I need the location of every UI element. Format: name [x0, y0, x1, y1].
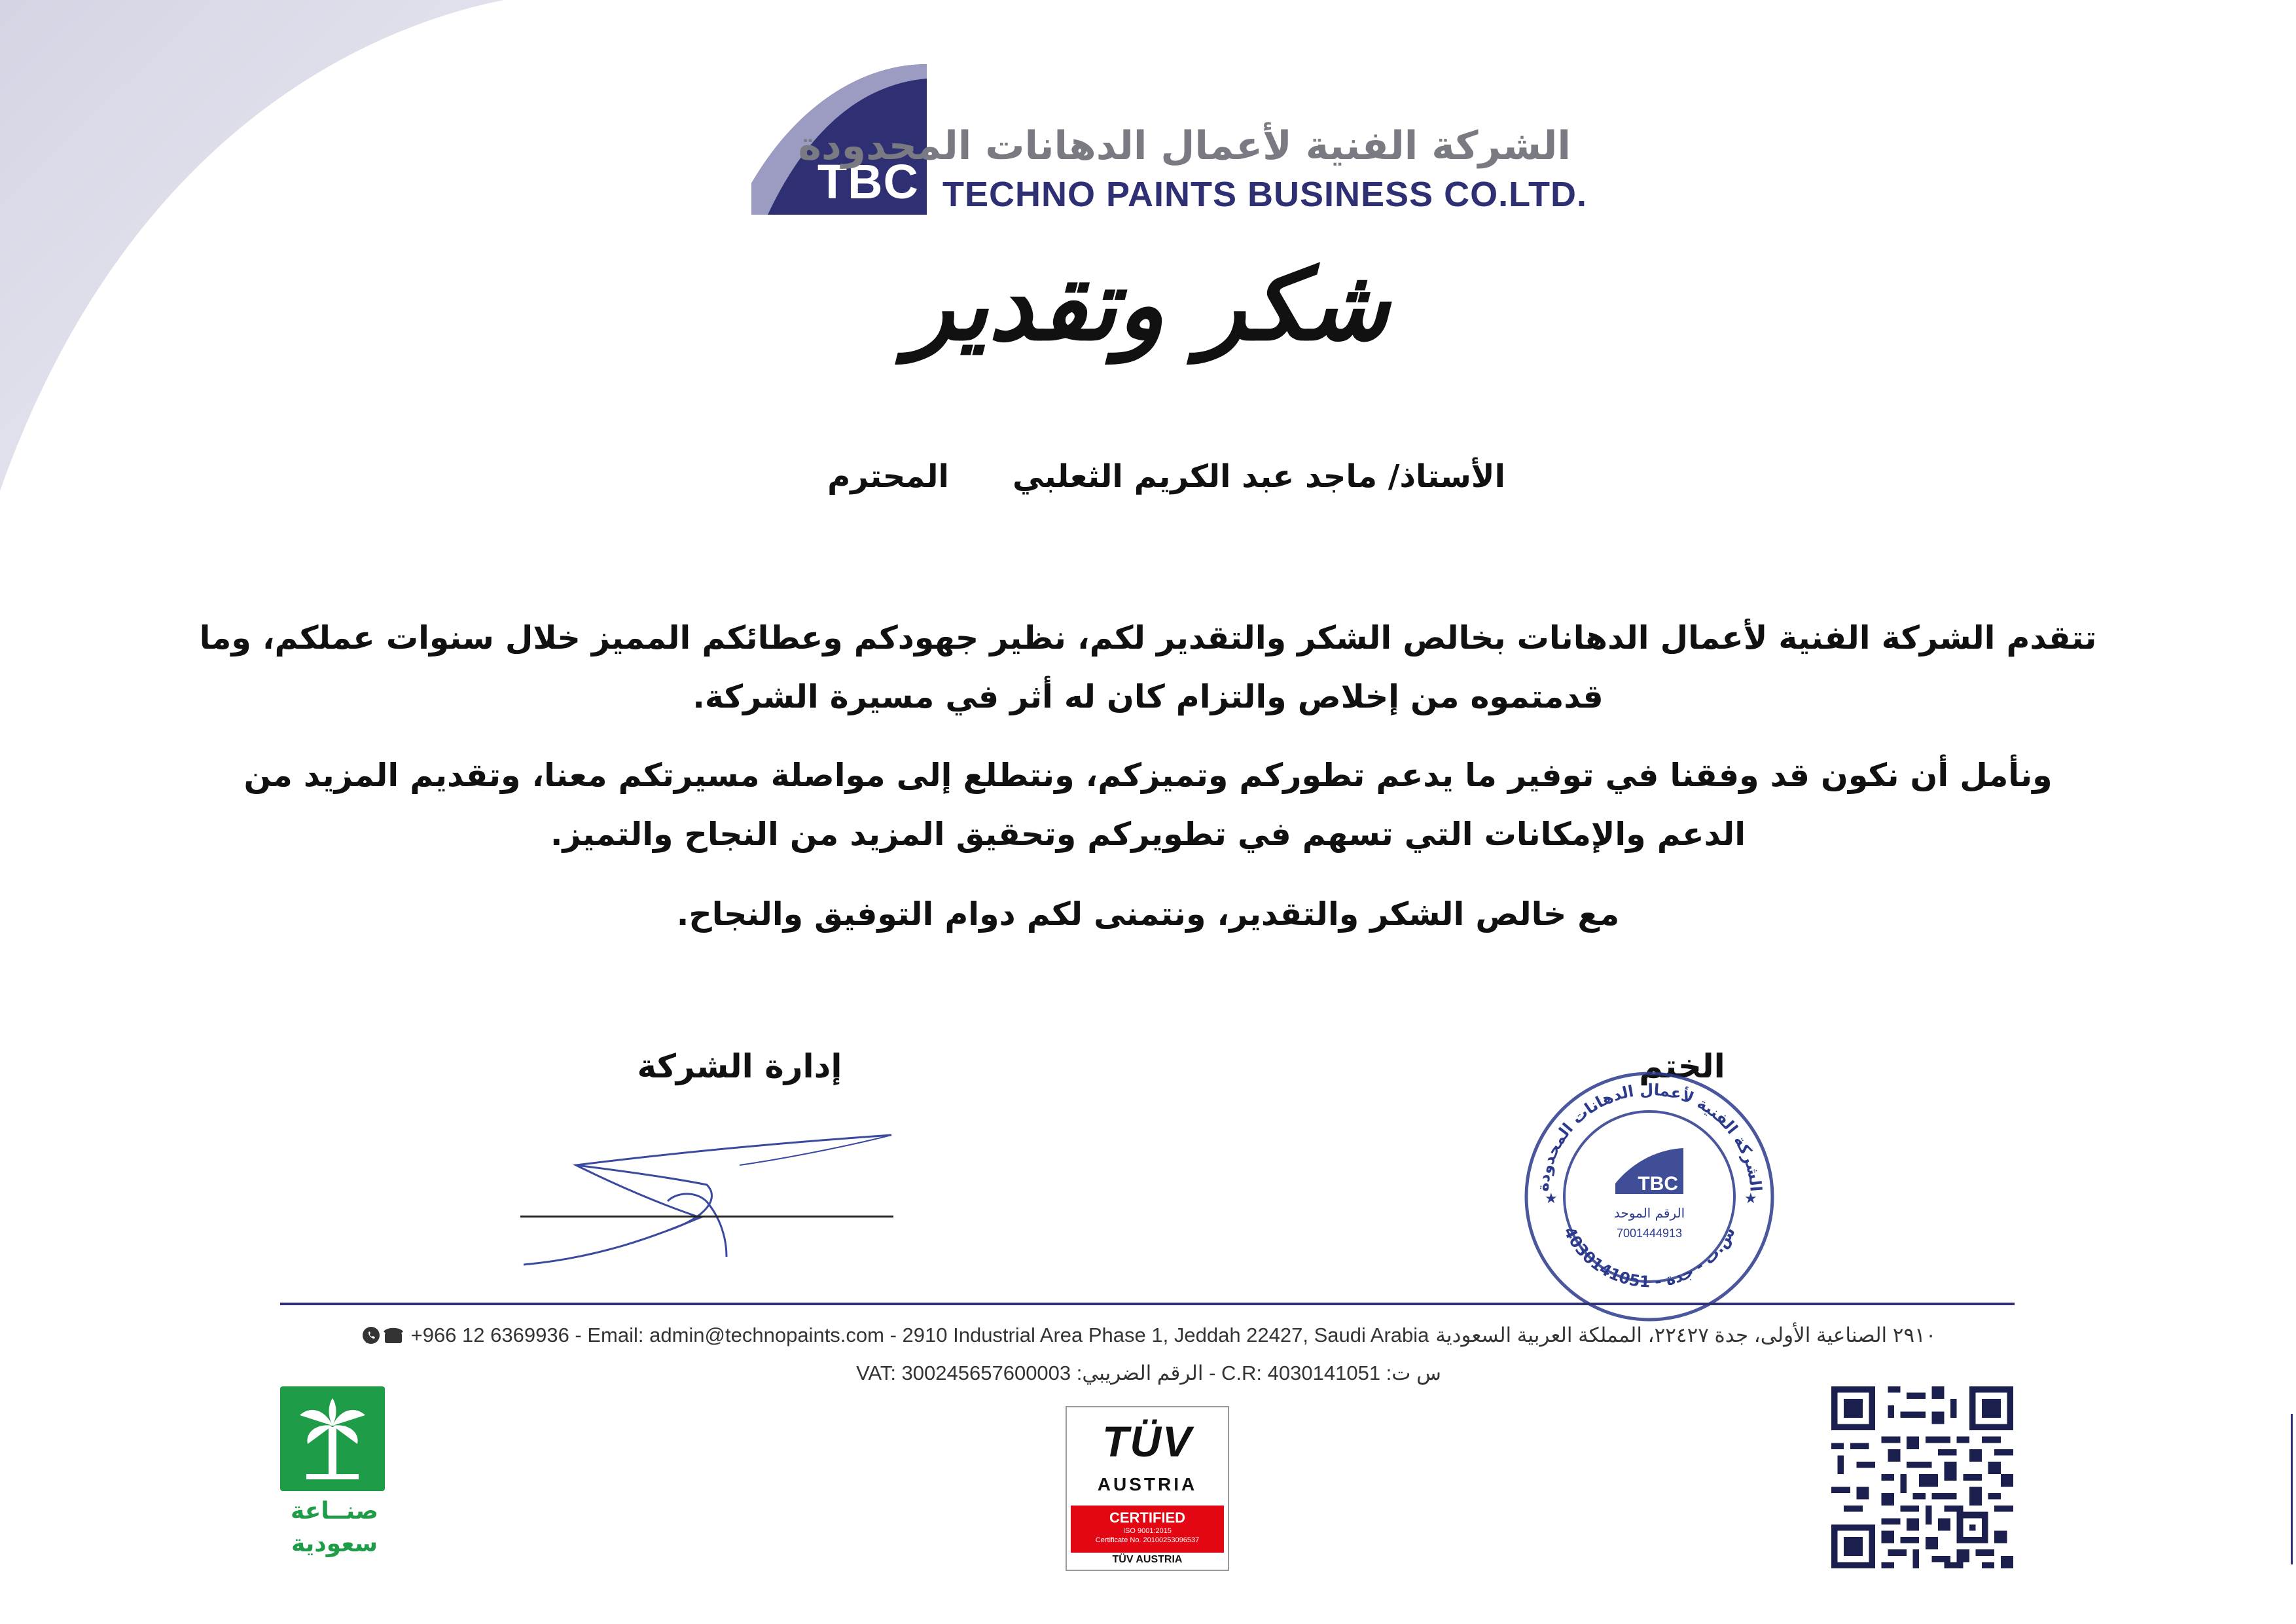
saudi-made-logo — [280, 1386, 389, 1570]
whatsapp-icon — [361, 1325, 404, 1346]
company-stamp — [1518, 1066, 1780, 1327]
right-edge-mark — [2291, 1414, 2293, 1564]
footer-contact-english: +966 12 6369936 - Email: admin@technopaints.com - 2910 Industrial Area Phase 1, Jeddah 22427, Saudi Arabia — [410, 1324, 1429, 1346]
tuv-certification-badge — [1066, 1406, 1229, 1571]
footer-address-arabic: ٢٩١٠ الصناعية الأولى، جدة ٢٢٤٢٧، المملكة العربية السعودية — [1435, 1324, 1937, 1346]
svg-text:★: ★ — [1744, 1191, 1757, 1207]
palm-tree-icon — [280, 1386, 385, 1491]
tuv-country: AUSTRIA — [1097, 1474, 1198, 1494]
signature-graphic — [511, 1126, 916, 1283]
company-name-arabic: الشركة الفنية لأعمال الدهانات المحدودة — [798, 123, 1571, 169]
stamp-cr-text: س.ت - جدة - 4030141051 — [1560, 1223, 1739, 1291]
recipient-name: الأستاذ/ ماجد عبد الكريم الثعلبي — [1012, 458, 1505, 495]
footer-contact — [275, 1324, 2022, 1347]
tuv-certified-band — [1071, 1506, 1224, 1553]
body-paragraph: ونأمل أن نكون قد وفقنا في توفير ما يدعم تطوركم وتميزكم، ونتطلع إلى مواصلة مسيرتكم معنا، وتقديم المزيد من الدعم والإمكانات التي تسهم في تطويركم وتحقيق المزيد من النجاح والتميز. — [243, 757, 2053, 853]
recipient-honorific: المحترم — [827, 458, 949, 495]
stamp-unified-number: 7001444913 — [1616, 1227, 1683, 1240]
closing-paragraph: مع خالص الشكر والتقدير، ونتمنى لكم دوام التوفيق والنجاح. — [676, 895, 1620, 933]
body-paragraph: تتقدم الشركة الفنية لأعمال الدهانات بخالص الشكر والتقدير لكم، نظير جهودكم وعطائكم المميز خلال سنوات عملكم، وما قدمتموه من إخلاص والتزام كان له أثر في مسيرة الشركة. — [199, 619, 2097, 715]
phone-icon — [384, 1328, 403, 1343]
corner-swoosh-decoration — [0, 0, 524, 497]
stamp-abbr: TBC — [1638, 1173, 1678, 1195]
stamp-unified-label: الرقم الموحد — [1613, 1205, 1685, 1221]
tuv-cert-number: Certificate No. 20100253096537 — [1095, 1536, 1200, 1544]
certificate-title: شكر وتقدير — [906, 247, 1390, 363]
tuv-brand: TÜV — [1102, 1417, 1193, 1466]
saudi-made-badge — [280, 1386, 385, 1491]
company-name-english: TECHNO PAINTS BUSINESS CO.LTD. — [942, 175, 1588, 214]
stamp-label: الختم — [1639, 1047, 1725, 1085]
footer-registration: VAT: 300245657600003 :الرقم الضريبي - C.R: 4030141051 :س ت — [856, 1362, 1441, 1384]
tuv-footer-label: TÜV AUSTRIA — [1112, 1554, 1183, 1565]
tuv-iso-label: ISO 9001:2015 — [1122, 1527, 1172, 1535]
svg-text:★: ★ — [1545, 1191, 1558, 1207]
signature-label: إدارة الشركة — [637, 1047, 842, 1085]
signature-line — [520, 1216, 893, 1218]
footer-divider — [280, 1303, 2015, 1305]
logo-abbreviation: TBC — [817, 154, 919, 209]
tuv-certified-label: CERTIFIED — [1109, 1509, 1186, 1526]
qr-code-icon — [1831, 1386, 2013, 1568]
stamp-ring-text: الشركة الفنية لأعمال الدهانات المحدودة — [1534, 1080, 1765, 1193]
saudi-made-text-line2: سعودية — [291, 1530, 378, 1557]
company-logo — [751, 52, 1588, 219]
saudi-made-text-line1: صنــاعة — [290, 1498, 379, 1525]
